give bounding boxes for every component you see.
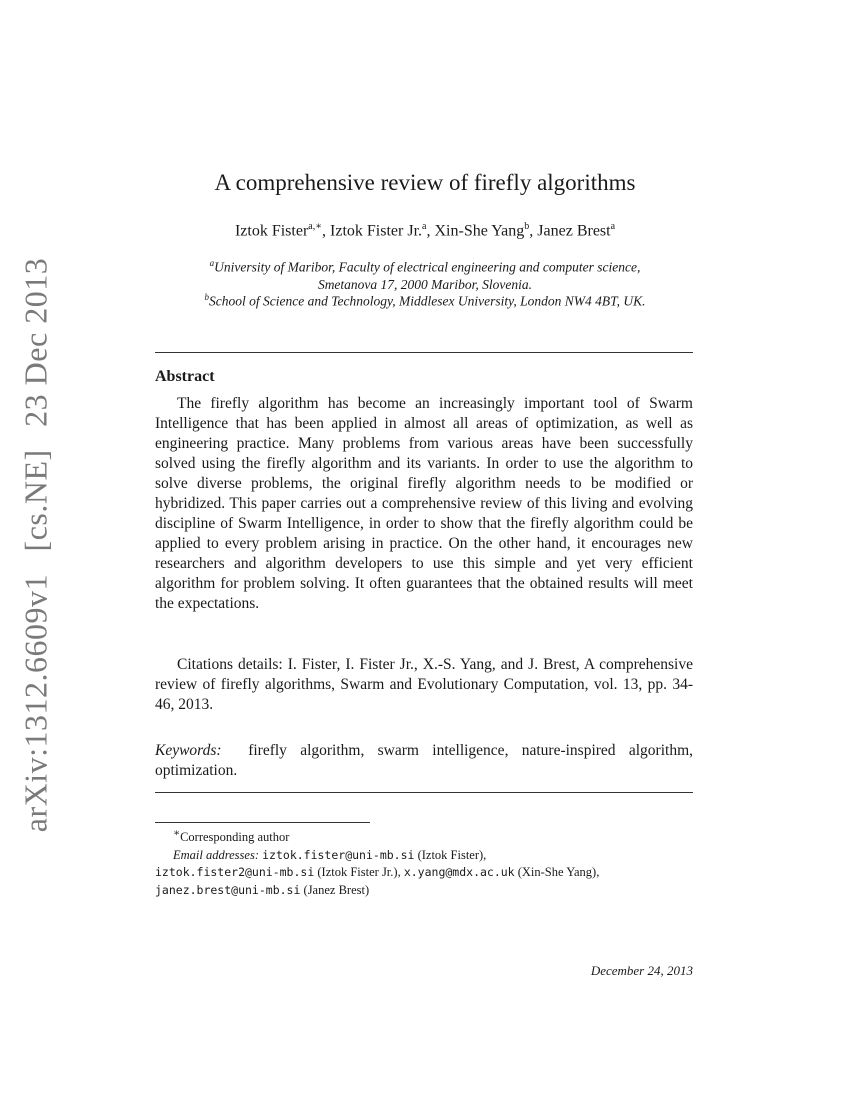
email-owner: (Janez Brest) [303, 882, 370, 897]
affil-line: Smetanova 17, 2000 Maribor, Slovenia. [317, 276, 533, 292]
footnote-rule [155, 822, 370, 823]
corresponding-author-text: Corresponding author [180, 830, 290, 845]
email-owner: (Iztok Fister), [417, 847, 487, 862]
affil-line: School of Science and Technology, Middlesex University, London NW4 4BT, UK. [209, 293, 646, 309]
author-name: Xin-She Yang [434, 222, 525, 240]
email-owner: (Xin-She Yang), [517, 865, 600, 880]
corresponding-author-note [155, 825, 693, 847]
author-affil-mark: a [422, 221, 427, 232]
affiliation-a [0, 255, 850, 293]
email-line [155, 847, 693, 865]
paper-title: A comprehensive review of firefly algorithms [214, 170, 636, 195]
footnotes [155, 825, 693, 899]
preprint-date: December 24, 2013 [590, 963, 693, 978]
email-link[interactable]: iztok.fister@uni-mb.si [262, 847, 415, 862]
arxiv-id[interactable]: arXiv:1312.6609v1 [17, 573, 54, 833]
author-name: Iztok Fister Jr. [330, 222, 423, 240]
citation-details: Citations details: I. Fister, I. Fister Jr., X.-S. Yang, and J. Brest, A comprehensive review of firefly algorithms, Swarm and Evolutionary Computation, vol. 13, pp. 34-46, 2013. [155, 656, 693, 713]
email-line [155, 864, 693, 882]
author-affil-mark: a,∗ [308, 221, 323, 232]
keywords [155, 741, 693, 781]
footnote-mark: ∗ [173, 828, 181, 839]
affil-mark: a [209, 258, 215, 268]
email-label: Email addresses: [173, 847, 259, 862]
email-owner: (Iztok Fister Jr.), [317, 865, 401, 880]
author-affil-mark: b [524, 221, 530, 232]
email-link[interactable]: x.yang@mdx.ac.uk [403, 865, 515, 880]
affil-mark: b [204, 292, 210, 302]
email-line [155, 882, 693, 900]
arxiv-date: 23 Dec 2013 [17, 257, 54, 427]
affil-line: University of Maribor, Faculty of electrical engineering and computer science, [214, 259, 641, 275]
arxiv-category: [cs.NE] [17, 449, 54, 552]
keywords-label: Keywords: [155, 742, 222, 759]
email-link[interactable]: janez.brest@uni-mb.si [155, 882, 301, 897]
affiliation-b [0, 289, 850, 310]
email-link[interactable]: iztok.fister2@uni-mb.si [155, 865, 315, 880]
abstract-bottom-rule [155, 792, 693, 793]
author-affil-mark: a [610, 221, 616, 232]
abstract-top-rule [155, 352, 693, 353]
abstract-body: The firefly algorithm has become an increasingly important tool of Swarm Intelligence that has been applied in almost all areas of optimization, as well as engineering practice. Many problems from various areas have been successfully solved using the firefly algorithm and its variants. In order to use the algorithm to solve diverse problems, the original firefly algorithm needs to be modified or hybridized. This paper carries out a comprehensive review of this living and evolving discipline of Swarm Intelligence, in order to show that the firefly algorithm could be applied to every problem arising in practice. On the other hand, it encourages new researchers and algorithm developers to use this simple and yet very efficient algorithm for problem solving. It often guarantees that the obtained results will meet the expectations. [155, 395, 693, 612]
author-list: Iztok Fister$^{a,∗}$, Iztok Fister Jr.$^a$, Xin-She Yang$^b$, Janez Brest$^a$ [234, 221, 616, 240]
abstract-heading: Abstract [155, 368, 215, 385]
author-name: Janez Brest [537, 222, 611, 240]
arxiv-stamp [18, 244, 55, 832]
keywords-text: firefly algorithm, swarm intelligence, nature-inspired algorithm, optimization. [155, 742, 693, 779]
author-name: Iztok Fister [234, 222, 309, 240]
